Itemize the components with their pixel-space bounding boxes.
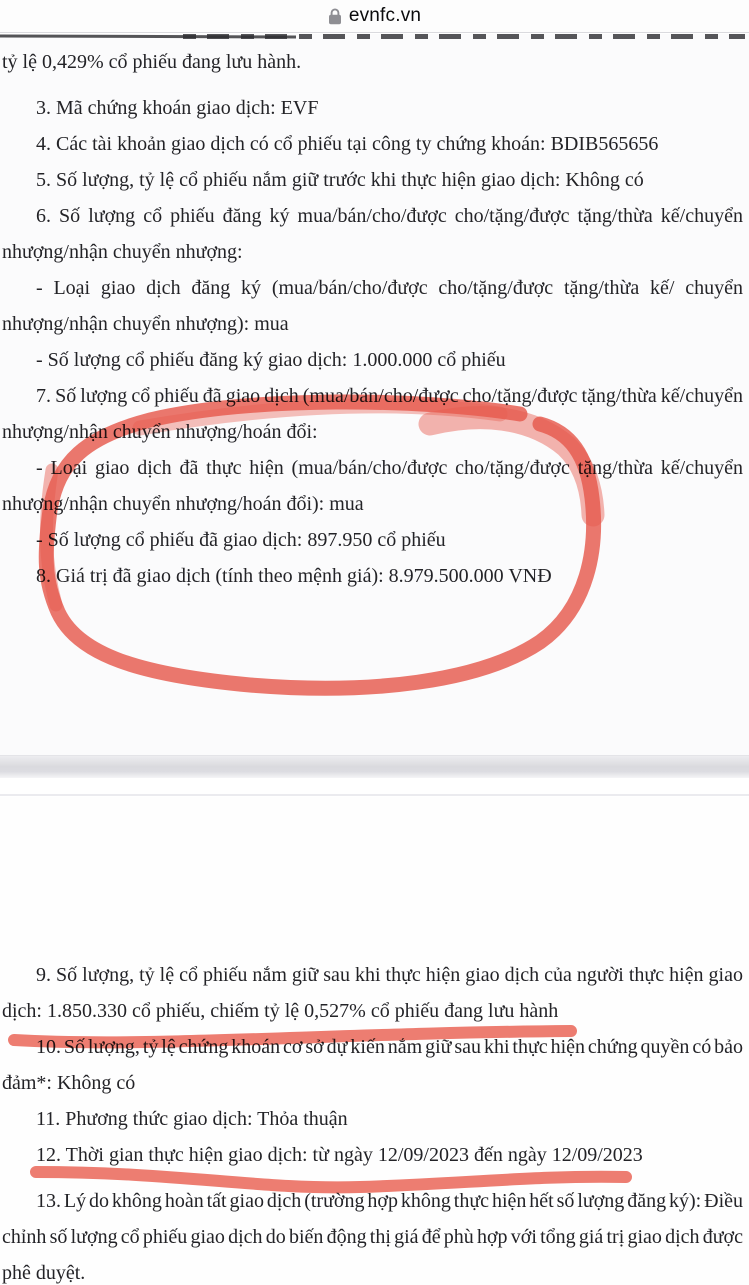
lock-icon xyxy=(328,8,342,25)
document-line: 13. Lý do không hoàn tất giao dịch (trường hợp không thực hiện hết số lượng đăng ký): Điều xyxy=(36,1190,743,1212)
browser-address-bar[interactable] xyxy=(0,0,749,33)
document-page-2 xyxy=(0,797,749,1285)
document-line: - Loại giao dịch đăng ký (mua/bán/cho/được cho/tặng/được tặng/thừa kế/ chuyển xyxy=(36,277,743,299)
clipped-text-fragments xyxy=(183,34,745,39)
document-line: 9. Số lượng, tỷ lệ cổ phiếu nắm giữ sau khi thực hiện giao dịch của người thực hiện giao xyxy=(36,964,743,986)
document-line: 6. Số lượng cổ phiếu đăng ký mua/bán/cho/được cho/tặng/được tặng/thừa kế/chuyển xyxy=(36,205,743,227)
document-line: 4. Các tài khoản giao dịch có cổ phiếu tại công ty chứng khoán: BDIB565656 xyxy=(36,133,659,155)
document-line: 10. Số lượng, tỷ lệ chứng khoán cơ sở dự kiến nắm giữ sau khi thực hiện chứng quyền có bảo xyxy=(36,1036,743,1058)
document-line: phê duyệt. xyxy=(2,1262,86,1284)
page-separator-line xyxy=(0,794,749,796)
document-page-1 xyxy=(0,34,749,755)
document-line: 11. Phương thức giao dịch: Thỏa thuận xyxy=(36,1108,348,1130)
document-line: nhượng/nhận chuyển nhượng): mua xyxy=(2,313,289,335)
page-1-text xyxy=(2,44,745,594)
page-2-text xyxy=(2,957,745,1285)
page-separator xyxy=(0,755,749,797)
document-line: đảm*: Không có xyxy=(2,1072,136,1094)
url-text: evnfc.vn xyxy=(348,5,422,26)
document-line: - Loại giao dịch đã thực hiện (mua/bán/cho/được cho/tặng/được tặng/thừa kế/chuyển xyxy=(36,457,743,479)
document-line: dịch: 1.850.330 cổ phiếu, chiếm tỷ lệ 0,527% cổ phiếu đang lưu hành xyxy=(2,1000,559,1022)
document-line: chỉnh số lượng cổ phiếu giao dịch do biến động thị giá để phù hợp với tổng giá trị giao dịch được xyxy=(2,1226,743,1248)
page-separator-band xyxy=(0,755,749,778)
document-line: nhượng/nhận chuyển nhượng/hoán đổi): mua xyxy=(2,493,364,515)
document-line: 8. Giá trị đã giao dịch (tính theo mệnh giá): 8.979.500.000 VNĐ xyxy=(36,565,552,587)
document-line: 12. Thời gian thực hiện giao dịch: từ ngày 12/09/2023 đến ngày 12/09/2023 xyxy=(36,1144,643,1166)
document-line: tỷ lệ 0,429% cổ phiếu đang lưu hành. xyxy=(2,51,302,73)
document-line: nhượng/nhận chuyển nhượng: xyxy=(2,241,243,263)
document-line: - Số lượng cổ phiếu đã giao dịch: 897.950 cổ phiếu xyxy=(36,529,446,551)
document-line: 5. Số lượng, tỷ lệ cổ phiếu nắm giữ trước khi thực hiện giao dịch: Không có xyxy=(36,169,644,191)
document-line: 7. Số lượng cổ phiếu đã giao dịch (mua/bán/cho/được cho/tặng/được tặng/thừa kế/chuyển xyxy=(36,385,743,407)
document-line: 3. Mã chứng khoán giao dịch: EVF xyxy=(36,97,319,119)
document-line: nhượng/nhận chuyển nhượng/hoán đổi: xyxy=(2,421,318,443)
document-line: - Số lượng cổ phiếu đăng ký giao dịch: 1.000.000 cổ phiếu xyxy=(36,349,506,371)
